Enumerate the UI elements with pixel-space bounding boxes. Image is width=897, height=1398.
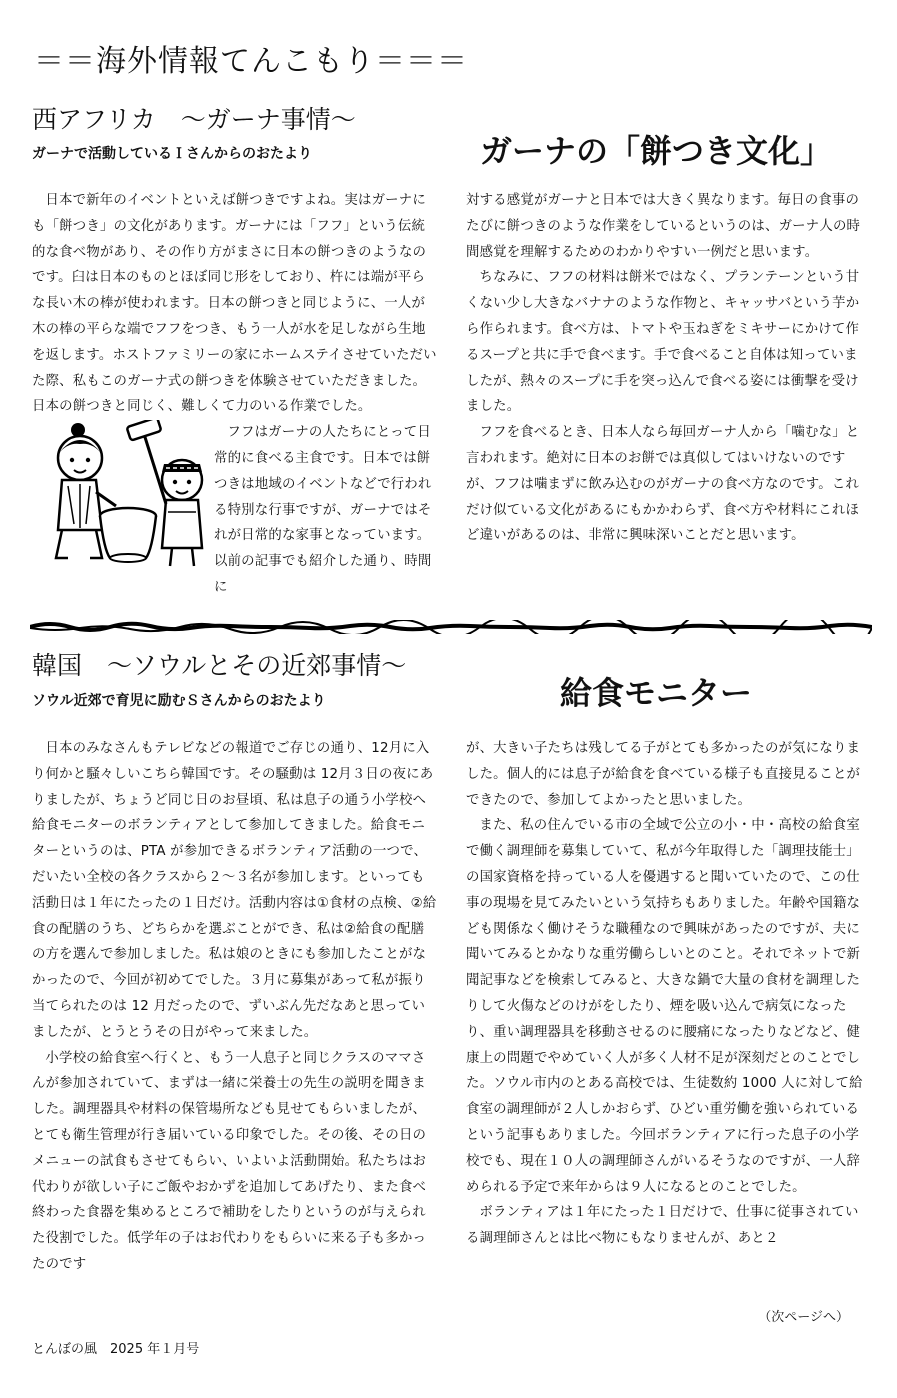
ghana-subtitle: ガーナで活動しているＩさんからのおたより [32, 146, 312, 162]
korea-section-title: 韓国 ～ソウルとその近郊事情～ [32, 651, 407, 680]
page-footer: とんぼの風 2025 年１月号 [32, 1342, 200, 1357]
ghana-right-paragraph-2: ちなみに、フフの材料は餅米ではなく、プランテーンという甘くない少し大きなバナナのような作物と、キャッサバという芋から作られます。食べ方は、トマトや玉ねぎをミキサーにかけて作るスープと共に手で食べます。手で食べること自体は知っていましたが、熱々のスープに手を突っ込んで食べる姿には衝撃を受けました。 [466, 270, 860, 415]
next-page-note: （次ページへ） [758, 1310, 849, 1325]
ghana-left-paragraph-1: 日本で新年のイベントといえば餅つきですよね。実はガーナにも「餅つき」の文化があります。ガーナには「フフ」という伝統的な食べ物があり、その作り方がまさに日本の餅つきのようなのです。臼は日本のものとほぼ同じ形をしており、杵には端が平らな長い木の棒が使われます。日本の餅つきと同じように、一人が木の棒の平らな端でフフをつき、もう一人が水を足しながら生地を返します。ホストファミリーの家にホームステイさせていただいた際、私もこのガーナ式の餅つきを体験させていただきました。日本の餅つきと同じく、難しくて力のいる作業でした。 [32, 193, 437, 415]
ghana-left-column [32, 188, 437, 601]
korea-right-paragraph-1: が、大きい子たちは残してる子がとても多かったのが気になりました。個人的には息子が給食を食べている様子も直接見ることができたので、参加してよかったと思いました。 [466, 741, 861, 808]
korea-left-paragraph-2: 小学校の給食室へ行くと、もう一人息子と同じクラスのママさんが参加されていて、まずは一緒に栄養士の先生の説明を聞きました。調理器具や材料の保管場所なども見せてもらいましたが、とても衛生管理が行き届いている印象でした。その後、その日のメニューの試食もさせてもらい、いよいよ活動開始。私たちはお代わりが欲しい子にご飯やおかずを追加してあげたり、また食べ終わった食器を集めるところで補助をしたりというのが与えられた役割でした。低学年の子はお代わりをもらいに来る子も多かったのです [32, 1050, 427, 1272]
korea-right-paragraph-2: また、私の住んでいる市の全域で公立の小・中・高校の給食室で働く調理師を募集していて、私が今年取得した「調理技能士」の国家資格を持っている人を優遇すると聞いていたので、この仕事の現場を見てみたいという気持ちもありました。年齢や国籍なども関係なく働けそうな職種なので興味があったのですが、夫に聞いてみるとかなりな重労働らしいとのこと。それでネットで新聞記事などを検索してみると、大きな鍋で大量の食材を調理したりして火傷などのけがをしたり、煙を吸い込んで病気になったり、重い調理器具を移動させるのに腰痛になったりなどなど、健康上の問題でやめていく人が多く人材不足が深刻だとのことでした。ソウル市内のとある高校では、生徒数約 1000 人に対して給食室の調理師が２人しかおらず、ひどい重労働を強いられているという記事もありました。今回ボランティアに行った息子の小学校でも、現在１０人の調理師さんがいるそうなのですが、一人辞められる予定で来年からは９人になるとのことでした。 [466, 818, 863, 1195]
mochitsuki-kids-icon [32, 420, 214, 570]
korea-right-paragraph-3: ボランティアは１年にたった１日だけで、仕事に従事されている調理師さんとは比べ物にもなりませんが、あと２ [466, 1205, 859, 1247]
masthead-title: ＝＝海外情報てんこもり＝＝＝ [34, 44, 468, 79]
korea-left-paragraph-1: 日本のみなさんもテレビなどの報道でご存じの通り、12月に入り何かと騒々しいこちら韓国です。その騒動は 12月３日の夜にありましたが、ちょうど同じ日のお昼頃、私は息子の通う小学校へ給食モニターのボランティアとして参加してきました。給食モニターというのは、PTA が参加できるボランティア活動の一つで、だいたい全校の各クラスから２～３名が参加します。といっても活動日は１年にたったの１日だけ。活動内容は①食材の点検、②給食の配膳のうち、どちらかを選ぶことができ、私は②給食の配膳の方を選んで参加しました。私は娘のときにも参加したことがなかったので、今回が初めてでした。３月に募集があって私が振り当てられたのは 12 月だったので、ずいぶん先だなあと思っていましたが、とうとうその日がやって来ました。 [32, 741, 437, 1040]
ghana-right-paragraph-3: フフを食べるとき、日本人なら毎回ガーナ人から「噛むな」と言われます。絶対に日本のお餅では真似してはいけないのですが、フフは噛まずに飲み込むのがガーナの食べ方なのです。これだけ似ている文化があるにもかかわらず、食べ方や材料にこれほど違いがあるのは、非常に興味深いことだと思います。 [466, 425, 860, 544]
section-divider [30, 620, 872, 634]
ghana-right-column [466, 188, 870, 549]
korea-right-column [466, 736, 870, 1252]
korea-headline: 給食モニター [560, 674, 753, 712]
korea-subtitle: ソウル近郊で育児に励むＳさんからのおたより [32, 693, 326, 709]
ghana-left-paragraph-2: フフはガーナの人たちにとって日常的に食べる主食です。日本では餅つきは地域のイベントなどで行われる特別な行事ですが、ガーナではそれが日常的な家事となっています。以前の記事でも紹介した通り、時間に [214, 425, 432, 595]
ghana-headline: ガーナの「餅つき文化」 [480, 132, 833, 170]
korea-left-column [32, 736, 437, 1278]
ghana-right-paragraph-1: 対する感覚がガーナと日本では大きく異なります。毎日の食事のたびに餅つきのような作業をしているというのは、ガーナ人の時間感覚を理解するためのわかりやすい一例だと思います。 [466, 193, 861, 260]
ghana-section-title: 西アフリカ ～ガーナ事情～ [32, 105, 356, 134]
mochitsuki-illustration [32, 420, 214, 576]
